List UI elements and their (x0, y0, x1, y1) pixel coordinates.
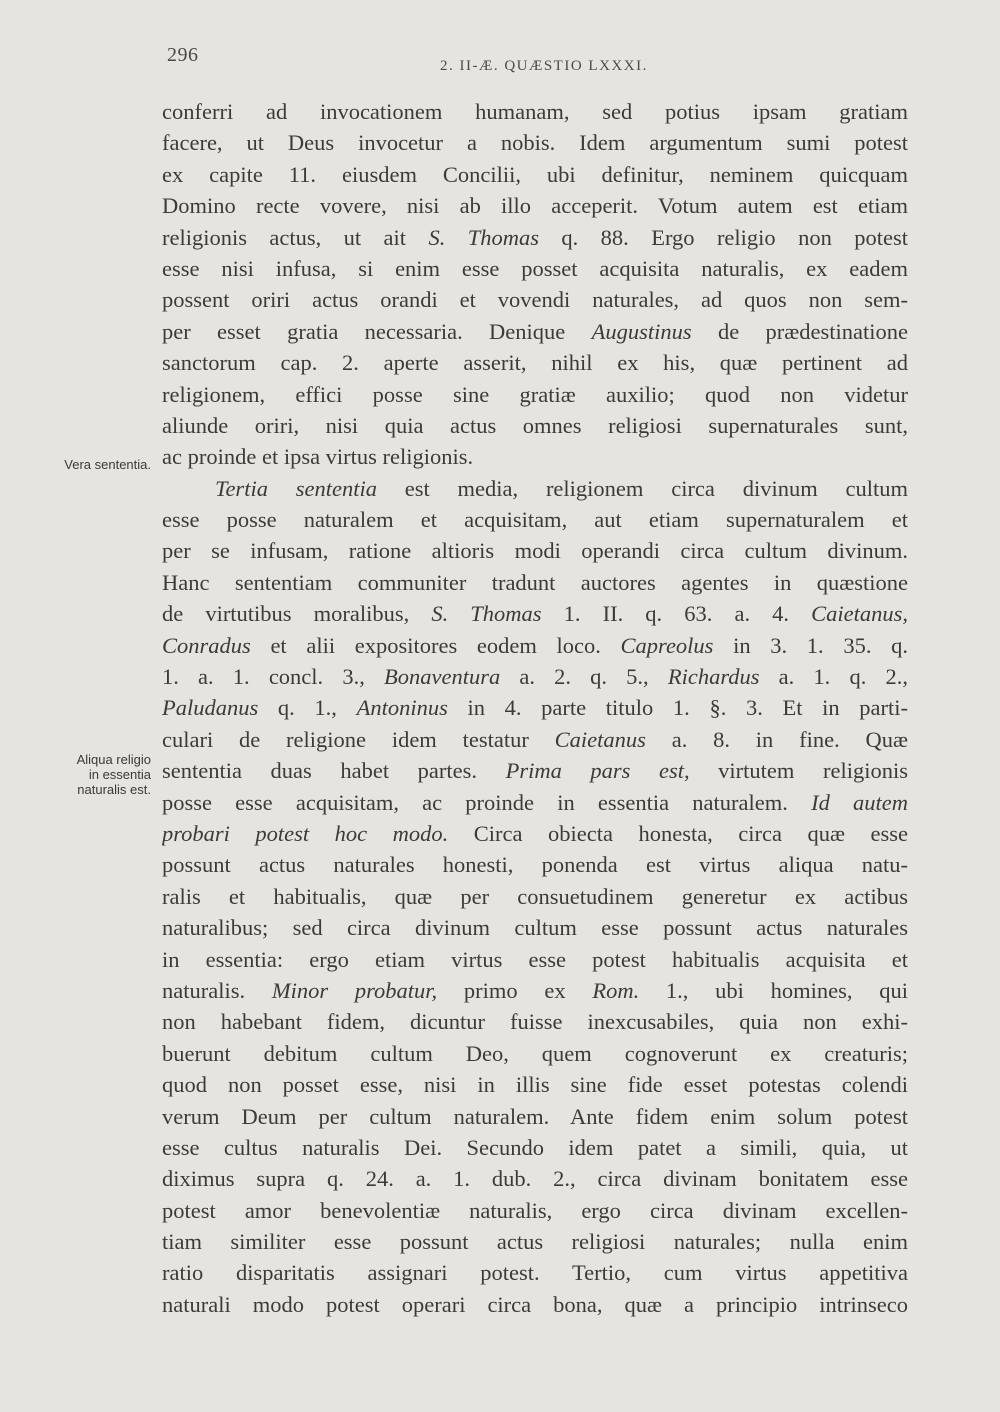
text-line (0, 504, 1000, 535)
text-line (0, 1069, 1000, 1100)
page-header (0, 38, 1000, 78)
text-line (0, 284, 1000, 315)
margin-note-line: naturalis est. (77, 782, 151, 797)
text-line (0, 630, 1000, 661)
text-line (0, 818, 1000, 849)
text-line (0, 379, 1000, 410)
text-line (0, 253, 1000, 284)
text-line-content: ex capite 11. eiusdem Concilii, ubi definitur, neminem quicquam (162, 161, 908, 187)
text-line (0, 787, 1000, 818)
text-line-content: de virtutibus moralibus, S. Thomas 1. II. q. 63. a. 4. Caietanus, (162, 601, 908, 627)
text-line (0, 975, 1000, 1006)
text-line-content: esse cultus naturalis Dei. Secundo idem patet a simili, quia, ut (162, 1134, 908, 1160)
text-line-content: ratio disparitatis assignari potest. Tertio, cum virtus appetitiva (162, 1260, 908, 1286)
text-line-content: ralis et habitualis, quæ per consuetudinem generetur ex actibus (162, 883, 908, 909)
text-line-content: verum Deum per cultum naturalem. Ante fidem enim solum potest (162, 1103, 908, 1129)
text-line (0, 222, 1000, 253)
text-line (0, 661, 1000, 692)
text-line-content: tiam similiter esse possunt actus religiosi naturales; nulla enim (162, 1229, 908, 1255)
text-line-content: per se infusam, ratione altioris modi operandi circa cultum divinum. (162, 538, 908, 564)
margin-note-line: in essentia (88, 767, 151, 782)
text-line (0, 473, 1000, 504)
text-line (0, 316, 1000, 347)
running-head: 2. II-Æ. QUÆSTIO LXXXI. (440, 58, 648, 74)
text-line-content: Conradus et alii expositores eodem loco. Capreolus in 3. 1. 35. q. (162, 632, 908, 658)
text-line (0, 1226, 1000, 1257)
text-line (0, 755, 1000, 786)
text-line (0, 1289, 1000, 1320)
text-line (0, 535, 1000, 566)
text-line-content: Hanc sententiam communiter tradunt auctores agentes in quæstione (162, 569, 908, 595)
page-number: 296 (167, 44, 199, 66)
text-line-content: Domino recte vovere, nisi ab illo acceperit. Votum autem est etiam (162, 193, 908, 219)
body-text (0, 96, 1000, 1320)
text-line-content: possunt actus naturales honesti, ponenda est virtus aliqua natu- (162, 852, 908, 878)
text-line-content: religionem, effici posse sine gratiæ auxilio; quod non videtur (162, 381, 908, 407)
text-line (0, 1101, 1000, 1132)
text-line-content: Paludanus q. 1., Antoninus in 4. parte titulo 1. §. 3. Et in parti- (162, 695, 908, 721)
text-line-content: buerunt debitum cultum Deo, quem cognoverunt ex creaturis; (162, 1040, 908, 1066)
text-line-content: esse nisi infusa, si enim esse posset acquisita naturalis, ex eadem (162, 255, 908, 281)
text-line (0, 881, 1000, 912)
text-line-content: possent oriri actus orandi et vovendi naturales, ad quos non sem- (162, 287, 908, 313)
text-line (0, 159, 1000, 190)
text-line-content: in essentia: ergo etiam virtus esse potest habitualis acquisita et (162, 946, 908, 972)
text-line (0, 944, 1000, 975)
text-line (0, 724, 1000, 755)
text-line-content: conferri ad invocationem humanam, sed potius ipsam gratiam (162, 99, 908, 124)
text-line-content: sanctorum cap. 2. aperte asserit, nihil ex his, quæ pertinent ad (162, 350, 908, 376)
text-line-content: potest amor benevolentiæ naturalis, ergo circa divinam excellen- (162, 1197, 908, 1223)
text-line-content: sententia duas habet partes. Prima pars est, virtutem religionis (162, 758, 908, 784)
text-line-content: naturalibus; sed circa divinum cultum esse possunt actus naturales (162, 915, 908, 941)
text-line-content: ac proinde et ipsa virtus religionis. (162, 444, 474, 470)
text-line-content: naturalis. Minor probatur, primo ex Rom. 1., ubi homines, qui (162, 977, 908, 1003)
margin-note-line: Aliqua religio (76, 752, 151, 767)
text-line-content: aliunde oriri, nisi quia actus omnes religiosi supernaturales sunt, (162, 412, 908, 438)
text-line-content: Tertia sententia est media, religionem circa divinum cultum (215, 475, 908, 501)
text-line (0, 849, 1000, 880)
text-line-content: probari potest hoc modo. Circa obiecta honesta, circa quæ esse (162, 820, 908, 846)
text-line-content: facere, ut Deus invocetur a nobis. Idem argumentum sumi potest (162, 130, 908, 156)
text-line (0, 127, 1000, 158)
text-line (0, 1163, 1000, 1194)
text-line (0, 692, 1000, 723)
margin-note-text: Vera sententia. (64, 457, 151, 472)
text-line-content: 1. a. 1. concl. 3., Bonaventura a. 2. q. 5., Richardus a. 1. q. 2., (162, 664, 908, 690)
text-line-content: religionis actus, ut ait S. Thomas q. 88. Ergo religio non potest (162, 224, 908, 250)
text-line (0, 1038, 1000, 1069)
text-line (0, 190, 1000, 221)
text-line (0, 1195, 1000, 1226)
text-line (0, 1006, 1000, 1037)
text-line (0, 912, 1000, 943)
text-line-content: diximus supra q. 24. a. 1. dub. 2., circa divinam bonitatem esse (162, 1166, 908, 1192)
text-line (0, 1257, 1000, 1288)
text-line (0, 347, 1000, 378)
text-line-content: naturali modo potest operari circa bona, quæ a principio intrinseco (162, 1291, 908, 1317)
text-line (0, 1132, 1000, 1163)
text-line-content: posse esse acquisitam, ac proinde in essentia naturalem. Id autem (162, 789, 908, 815)
text-line (0, 410, 1000, 441)
text-line (0, 598, 1000, 629)
text-line (0, 441, 1000, 472)
text-line-content: non habebant fidem, dicuntur fuisse inexcusabiles, quia non exhi- (162, 1009, 908, 1035)
text-line-content: esse posse naturalem et acquisitam, aut etiam supernaturalem et (162, 507, 908, 533)
text-line (0, 96, 1000, 127)
text-line (0, 567, 1000, 598)
text-line-content: per esset gratia necessaria. Denique Augustinus de prædestinatione (162, 318, 908, 344)
text-line-content: quod non posset esse, nisi in illis sine fide esset potestas colendi (162, 1072, 908, 1098)
text-line-content: culari de religione idem testatur Caietanus a. 8. in fine. Quæ (162, 726, 908, 752)
